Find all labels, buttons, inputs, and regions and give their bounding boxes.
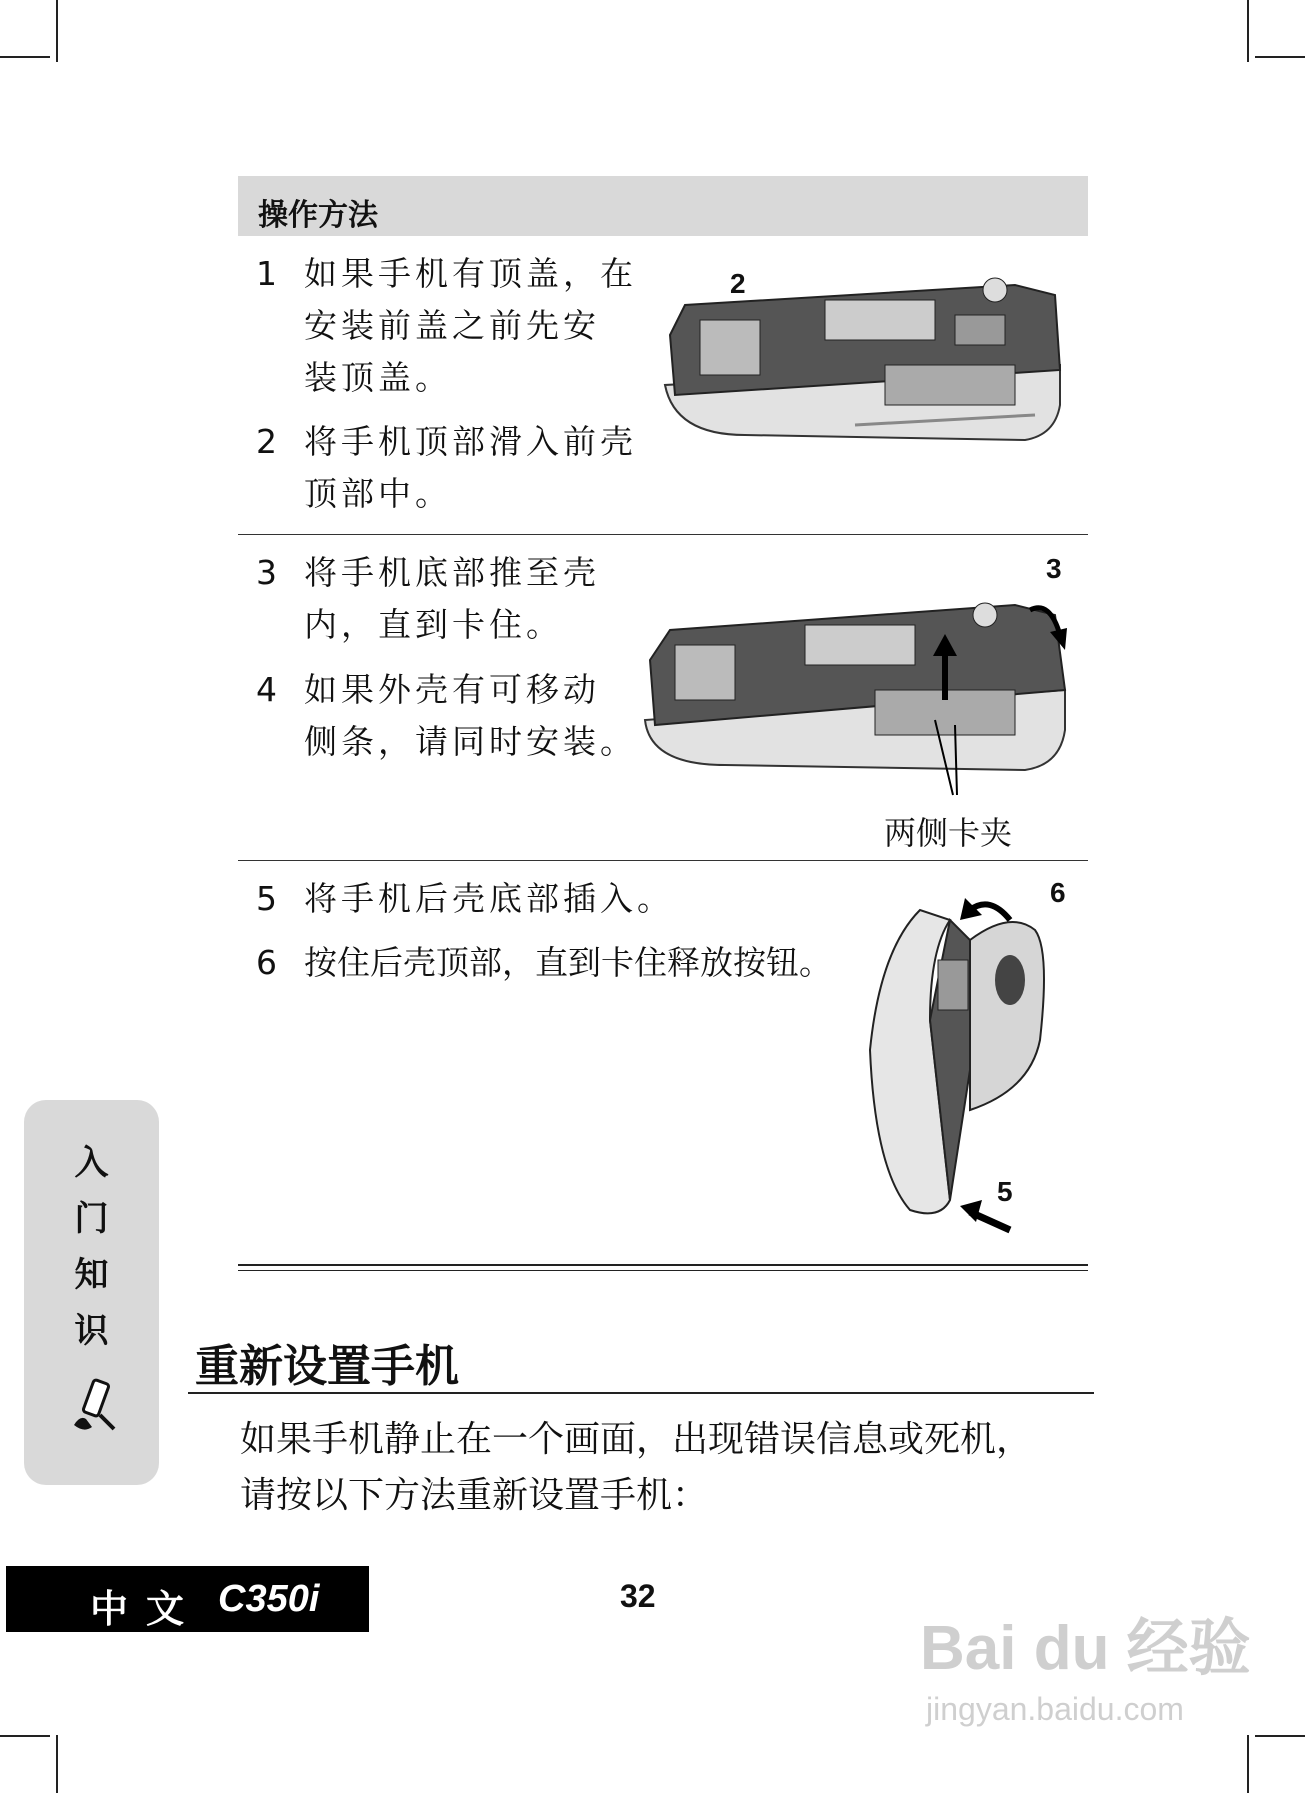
side-tab-char: 门 (74, 1199, 109, 1239)
divider (238, 534, 1088, 535)
step-text-line: 将手机底部推至壳 (304, 553, 600, 592)
step-text-line: 按住后壳顶部，直到卡住释放按钮。 (304, 943, 832, 982)
footer-model-box (6, 1566, 369, 1632)
procedure-header (238, 176, 1088, 236)
side-tab-char: 入 (74, 1143, 109, 1183)
step-text-line: 装顶盖。 (304, 358, 452, 397)
crop-mark (56, 0, 58, 62)
phone-back-cover-illustration (860, 870, 1060, 1250)
crop-mark (56, 1735, 58, 1793)
footer-model: C350i (218, 1578, 320, 1620)
chapter-side-tab (24, 1100, 159, 1485)
step-text-line: 如果手机有顶盖，在 (304, 254, 637, 293)
step-text-line: 如果外壳有可移动 (304, 670, 600, 709)
figure-step-label: 2 (730, 268, 746, 299)
baidu-watermark (920, 1598, 1251, 1728)
phone-bottom-push-illustration (635, 590, 1075, 820)
crop-mark (0, 1735, 50, 1737)
step-text-line: 安装前盖之前先安 (304, 306, 600, 345)
side-tab-char: 知 (74, 1255, 109, 1295)
step-number: 5 (256, 879, 277, 918)
crop-mark (0, 56, 50, 58)
figure-step-label: 3 (1046, 553, 1062, 584)
step-text-line: 将手机后壳底部插入。 (304, 879, 674, 918)
procedure-header-title: 操作方法 (258, 198, 378, 233)
side-tab-char: 识 (74, 1311, 109, 1351)
page-number: 32 (620, 1578, 656, 1614)
crop-mark (1247, 1735, 1249, 1793)
step-number: 2 (256, 422, 277, 461)
phone-assembly-illustration (655, 275, 1070, 455)
figure-step-label: 5 (997, 1176, 1013, 1207)
paragraph-line: 请按以下方法重新设置手机： (240, 1475, 709, 1516)
watermark-url: jingyan.baidu.com (926, 1691, 1184, 1727)
phone-icon (70, 1375, 118, 1433)
step-number: 1 (256, 254, 277, 293)
section-title-underline (188, 1392, 1094, 1394)
step-text-line: 将手机顶部滑入前壳 (304, 422, 637, 461)
step-number: 4 (256, 670, 277, 709)
step-text-line: 侧条，请同时安装。 (304, 722, 637, 761)
footer-language: 中文 (90, 1587, 203, 1631)
step-text-line: 顶部中。 (304, 474, 452, 513)
crop-mark (1255, 1735, 1305, 1737)
crop-mark (1247, 0, 1249, 62)
step-number: 6 (256, 943, 277, 982)
crop-mark (1255, 56, 1305, 58)
figure-caption: 两侧卡夹 (884, 814, 1013, 852)
watermark-brand: Bai du 经验 (920, 1614, 1251, 1683)
step-text-line: 内，直到卡住。 (304, 605, 563, 644)
paragraph-line: 如果手机静止在一个画面，出现错误信息或死机， (240, 1419, 1033, 1460)
section-divider (238, 1264, 1088, 1275)
figure-step-label: 6 (1050, 877, 1066, 908)
step-number: 3 (256, 553, 277, 592)
divider (238, 860, 1088, 861)
section-paragraph (240, 1412, 1100, 1524)
section-title: 重新设置手机 (195, 1341, 459, 1392)
